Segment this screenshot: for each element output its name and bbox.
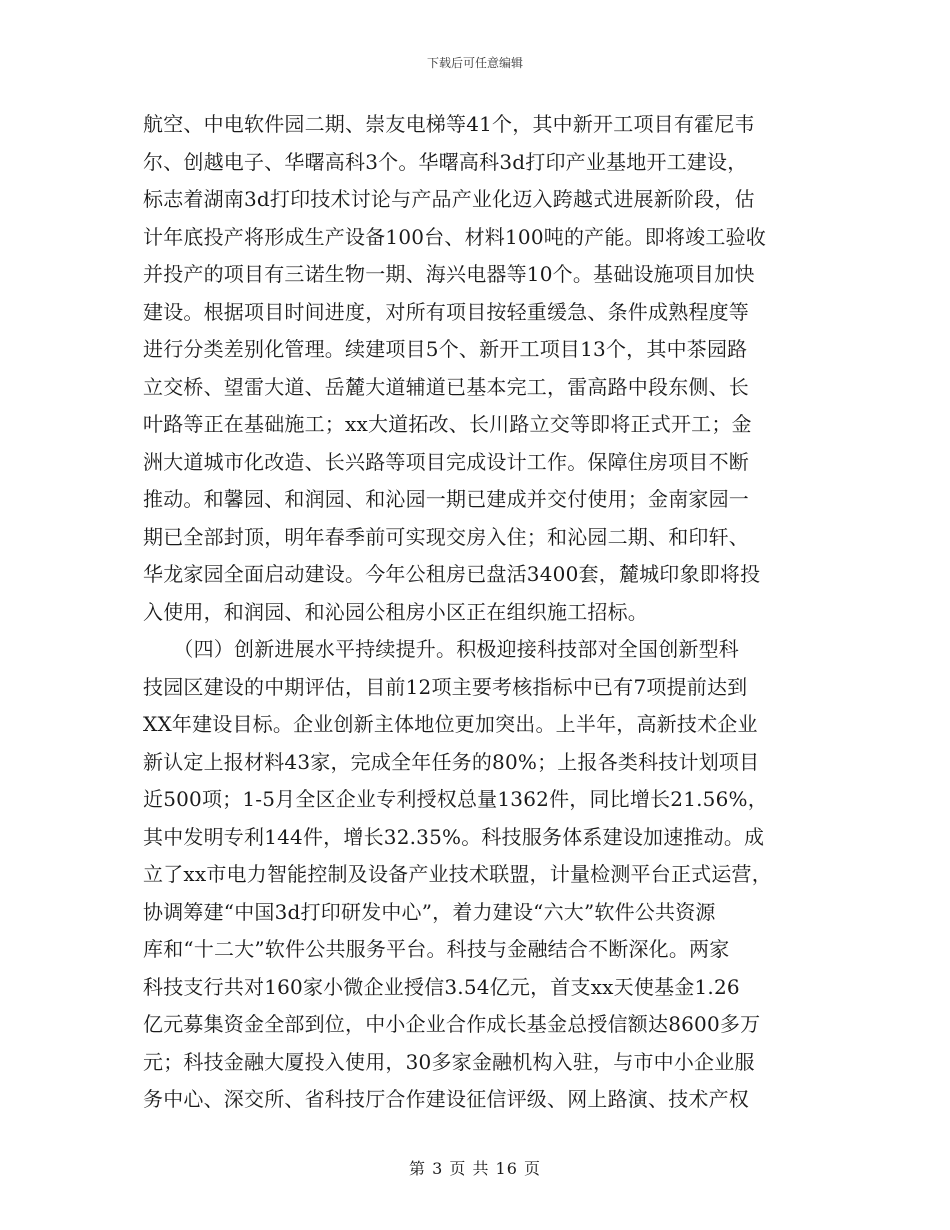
text-line: 洲大道城市化改造、长兴路等项目完成设计工作。保障住房项目不断 <box>143 449 749 474</box>
text-line: 标志着湖南3d打印技术讨论与产品产业化迈入跨越式进展新阶段，估 <box>143 187 755 211</box>
text-line: 推动。和馨园、和润园、和沁园一期已建成并交付使用；金南家园一 <box>143 487 749 511</box>
text-line: 元；科技金融大厦投入使用，30多家金融机构入驻，与市中小企业服 <box>143 1049 755 1074</box>
text-line: 并投产的项目有三诺生物一期、海兴电器等10个。基础设施项目加快 <box>143 262 755 286</box>
text-line: 协调筹建“中国3d打印研发中心”，着力建设“六大”软件公共资源 <box>143 899 716 924</box>
text-line: 近500项；1-5月全区企业专利授权总量1362件，同比增长21.56%， <box>143 787 768 811</box>
page-number-footer: 第 3 页 共 16 页 <box>409 1159 541 1178</box>
text-line: XX年建设目标。企业创新主体地位更加突出。上半年，高新技术企业 <box>143 712 758 736</box>
text-line: 库和“十二大”软件公共服务平台。科技与金融结合不断深化。两家 <box>143 937 730 961</box>
text-line: 其中发明专利144件，增长32.35%。科技服务体系建设加速推动。成 <box>143 824 765 849</box>
text-line: 华龙家园全面启动建设。今年公租房已盘活3400套，麓城印象即将投 <box>143 562 761 586</box>
text-line: 计年底投产将形成生产设备100台、材料100吨的产能。即将竣工验收 <box>143 224 766 249</box>
text-line: 航空、中电软件园二期、崇友电梯等41个，其中新开工项目有霍尼韦 <box>143 112 755 136</box>
text-line: 立了xx市电力智能控制及设备产业技术联盟，计量检测平台正式运营， <box>143 862 772 886</box>
text-line: 建设。根据项目时间进度，对所有项目按轻重缓急、条件成熟程度等 <box>143 299 749 324</box>
text-line: 新认定上报材料43家，完成全年任务的80%；上报各类科技计划项目 <box>143 749 760 774</box>
text-line: 期已全部封顶，明年春季前可实现交房入住；和沁园二期、和印轩、 <box>143 524 749 549</box>
text-line: 叶路等正在基础施工；xx大道拓改、长川路立交等即将正式开工；金 <box>143 412 752 436</box>
body-text <box>143 106 808 1119</box>
text-line: 务中心、深交所、省科技厅合作建设征信评级、网上路演、技术产权 <box>143 1087 749 1111</box>
text-line: 亿元募集资金全部到位，中小企业合作成长基金总授信额达8600多万 <box>143 1012 761 1036</box>
text-line: 立交桥、望雷大道、岳麓大道辅道已基本完工，雷高路中段东侧、长 <box>143 374 749 399</box>
text-line: 进行分类差别化管理。续建项目5个、新开工项目13个，其中茶园路 <box>143 337 748 361</box>
text-line: 科技支行共对160家小微企业授信3.54亿元，首支xx天使基金1.26 <box>143 974 740 999</box>
text-line: 尔、创越电子、华曙高科3个。华曙高科3d打印产业基地开工建设， <box>143 149 748 174</box>
header-note: 下载后可任意编辑 <box>426 56 523 70</box>
text-line: 入使用，和润园、和沁园公租房小区正在组织施工招标。 <box>143 599 648 624</box>
paragraph-heading-line: （四）创新进展水平持续提升。积极迎接科技部对全国创新型科 <box>143 637 739 661</box>
text-line: 技园区建设的中期评估，目前12项主要考核指标中已有7项提前达到 <box>143 674 748 699</box>
